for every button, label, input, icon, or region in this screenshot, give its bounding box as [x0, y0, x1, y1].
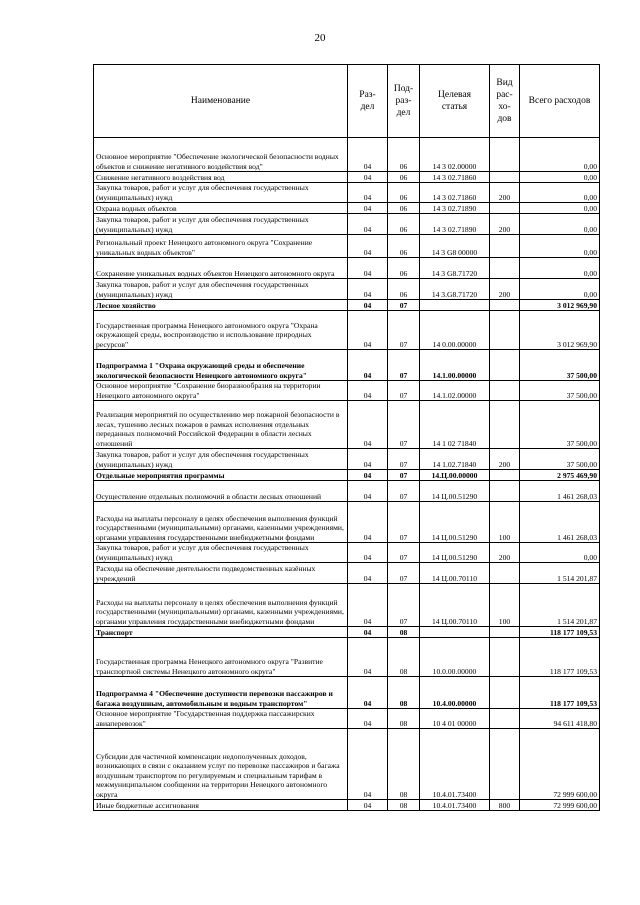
row-name: Отдельные мероприятия программы	[94, 470, 348, 481]
row-name: Расходы на выплаты персоналу в целях обеспечения выполнения функций государственными (муниципальными) органами, казенными учреждениями, органами управления государственными внебюджетными фондами	[94, 502, 348, 543]
table-row	[94, 709, 600, 729]
row-total: 3 012 969,90	[520, 311, 600, 350]
row-subsection: 07	[388, 300, 420, 311]
row-target-article: 10.4.00.00000	[420, 677, 490, 709]
row-subsection: 08	[388, 709, 420, 729]
table-row	[94, 203, 600, 214]
row-section: 04	[348, 350, 388, 381]
row-subsection: 06	[388, 279, 420, 300]
row-section: 04	[348, 729, 388, 800]
row-target-article: 14 0.00.00000	[420, 311, 490, 350]
table-row	[94, 401, 600, 449]
row-name: Расходы на обеспечение деятельности подведомственных казённых учреждений	[94, 563, 348, 584]
header-subsection: Под- раз- дел	[388, 65, 420, 138]
row-name: Государственная программа Ненецкого автономного округа "Развитие транспортной системы Ненецкого автономного округа"	[94, 638, 348, 677]
row-name: Сохранение уникальных водных объектов Ненецкого автономного округа	[94, 258, 348, 279]
row-section: 04	[348, 677, 388, 709]
header-target-article: Целевая статья	[420, 65, 490, 138]
row-section: 04	[348, 470, 388, 481]
row-name: Реализация мероприятий по осуществлению мер пожарной безопасности в лесах, тушению лесных пожаров в рамках исполнения отдельных переданных полномочий Российской Федерации в области лесных отношений	[94, 401, 348, 449]
row-target-article: 14 3 02.71890	[420, 214, 490, 235]
row-subsection: 06	[388, 183, 420, 203]
row-section: 04	[348, 584, 388, 627]
row-name: Государственная программа Ненецкого автономного округа "Охрана окружающей среды, воспроизводство и использование природных ресурсов"	[94, 311, 348, 350]
row-total: 0,00	[520, 138, 600, 172]
row-total: 94 611 418,80	[520, 709, 600, 729]
row-expense-type	[490, 300, 520, 311]
row-name: Основное мероприятие "Обеспечение экологической безопасности водных объектов и снижение негативного воздействия вод"	[94, 138, 348, 172]
row-total: 0,00	[520, 258, 600, 279]
row-section: 04	[348, 311, 388, 350]
header-section: Раз- дел	[348, 65, 388, 138]
row-target-article	[420, 627, 490, 638]
table-row	[94, 183, 600, 203]
row-expense-type: 200	[490, 543, 520, 563]
row-section: 04	[348, 203, 388, 214]
row-total: 0,00	[520, 214, 600, 235]
row-subsection: 08	[388, 627, 420, 638]
row-subsection: 07	[388, 381, 420, 401]
row-total: 1 461 268,03	[520, 481, 600, 502]
row-target-article: 14 1 02 71840	[420, 401, 490, 449]
row-section: 04	[348, 172, 388, 183]
row-name: Основное мероприятие "Государственная поддержка пассажирских авиаперевозок"	[94, 709, 348, 729]
row-subsection: 06	[388, 138, 420, 172]
row-expense-type	[490, 638, 520, 677]
row-section: 04	[348, 279, 388, 300]
table-row	[94, 258, 600, 279]
table-row	[94, 563, 600, 584]
table-row	[94, 235, 600, 258]
budget-table	[93, 64, 600, 811]
row-section: 04	[348, 638, 388, 677]
row-target-article: 10.4.01.73400	[420, 800, 490, 811]
row-expense-type: 200	[490, 214, 520, 235]
table-row	[94, 800, 600, 811]
header-expense-type: Вид рас- хо- дов	[490, 65, 520, 138]
row-section: 04	[348, 543, 388, 563]
row-expense-type: 200	[490, 183, 520, 203]
row-target-article: 14 3 02.71860	[420, 183, 490, 203]
row-subsection: 07	[388, 311, 420, 350]
row-expense-type	[490, 401, 520, 449]
row-target-article: 14 3 02.00000	[420, 138, 490, 172]
row-subsection: 07	[388, 470, 420, 481]
row-target-article: 14.Ц.00.00000	[420, 470, 490, 481]
row-name: Лесное хозяйство	[94, 300, 348, 311]
row-total: 37 500,00	[520, 350, 600, 381]
row-name: Иные бюджетные ассигнования	[94, 800, 348, 811]
row-name: Закупка товаров, работ и услуг для обеспечения государственных (муниципальных) нужд	[94, 449, 348, 470]
row-total: 3 012 969,90	[520, 300, 600, 311]
row-subsection: 08	[388, 800, 420, 811]
row-total: 37 500,00	[520, 401, 600, 449]
table-row	[94, 481, 600, 502]
row-target-article: 14 Ц.00.51290	[420, 543, 490, 563]
row-name: Расходы на выплаты персоналу в целях обеспечения выполнения функций государственными (муниципальными) органами, казенными учреждениями, органами управления государственными внебюджетными фондами	[94, 584, 348, 627]
row-section: 04	[348, 563, 388, 584]
row-expense-type	[490, 203, 520, 214]
row-expense-type	[490, 138, 520, 172]
row-section: 04	[348, 183, 388, 203]
row-expense-type	[490, 470, 520, 481]
row-total: 0,00	[520, 172, 600, 183]
row-expense-type: 100	[490, 584, 520, 627]
table-row	[94, 638, 600, 677]
row-total: 0,00	[520, 203, 600, 214]
row-subsection: 07	[388, 584, 420, 627]
row-name: Охрана водных объектов	[94, 203, 348, 214]
row-total: 2 975 469,90	[520, 470, 600, 481]
row-total: 118 177 109,53	[520, 627, 600, 638]
table-body	[94, 138, 600, 811]
row-subsection: 06	[388, 214, 420, 235]
table-row	[94, 627, 600, 638]
row-total: 72 999 600,00	[520, 729, 600, 800]
row-section: 04	[348, 300, 388, 311]
row-target-article: 10.4.01.73400	[420, 729, 490, 800]
row-target-article: 14.1.00.00000	[420, 350, 490, 381]
row-expense-type	[490, 481, 520, 502]
row-expense-type	[490, 729, 520, 800]
row-total: 1 514 201,87	[520, 584, 600, 627]
row-target-article: 14 3 02.71860	[420, 172, 490, 183]
row-total: 0,00	[520, 279, 600, 300]
row-target-article	[420, 300, 490, 311]
row-name: Снижение негативного воздействия вод	[94, 172, 348, 183]
row-total: 0,00	[520, 235, 600, 258]
row-name: Транспорт	[94, 627, 348, 638]
row-total: 0,00	[520, 183, 600, 203]
row-target-article: 14 3 G8 00000	[420, 235, 490, 258]
table-row	[94, 172, 600, 183]
row-expense-type: 100	[490, 502, 520, 543]
row-expense-type: 200	[490, 449, 520, 470]
row-name: Закупка товаров, работ и услуг для обеспечения государственных (муниципальных) нужд	[94, 543, 348, 563]
table-row	[94, 543, 600, 563]
row-total: 1 514 201,87	[520, 563, 600, 584]
row-section: 04	[348, 381, 388, 401]
row-name: Подпрограмма 1 "Охрана окружающей среды и обеспечение экологической безопасности Ненецкого автономного округа"	[94, 350, 348, 381]
row-section: 04	[348, 627, 388, 638]
table-row	[94, 449, 600, 470]
row-name: Подпрограмма 4 "Обеспечение доступности перевозки пассажиров и багажа воздушным, автомобильным и водным транспортом"	[94, 677, 348, 709]
row-section: 04	[348, 258, 388, 279]
row-subsection: 06	[388, 235, 420, 258]
row-subsection: 07	[388, 350, 420, 381]
row-subsection: 07	[388, 449, 420, 470]
table-row	[94, 311, 600, 350]
row-section: 04	[348, 138, 388, 172]
row-target-article: 14 Ц.00.51290	[420, 502, 490, 543]
row-target-article: 14 3 G8.71720	[420, 258, 490, 279]
row-subsection: 07	[388, 502, 420, 543]
row-name: Закупка товаров, работ и услуг для обеспечения государственных (муниципальных) нужд	[94, 279, 348, 300]
row-target-article: 14 Ц.00.51290	[420, 481, 490, 502]
row-target-article: 14.1.02.00000	[420, 381, 490, 401]
row-name: Основное мероприятие "Сохранение биоразнообразия на территории Ненецкого автономного округа"	[94, 381, 348, 401]
row-expense-type	[490, 258, 520, 279]
row-target-article: 10.0.00.00000	[420, 638, 490, 677]
row-section: 04	[348, 401, 388, 449]
row-total: 37 500,00	[520, 381, 600, 401]
row-subsection: 07	[388, 543, 420, 563]
table-row	[94, 584, 600, 627]
row-target-article: 10 4 01 00000	[420, 709, 490, 729]
table-row	[94, 502, 600, 543]
table-row	[94, 350, 600, 381]
row-section: 04	[348, 709, 388, 729]
row-subsection: 08	[388, 638, 420, 677]
row-subsection: 06	[388, 258, 420, 279]
row-total: 118 177 109,53	[520, 638, 600, 677]
row-target-article: 14 3.G8.71720	[420, 279, 490, 300]
row-name: Закупка товаров, работ и услуг для обеспечения государственных (муниципальных) нужд	[94, 183, 348, 203]
row-expense-type	[490, 350, 520, 381]
row-total: 118 177 109,53	[520, 677, 600, 709]
row-total: 72 999 600,00	[520, 800, 600, 811]
table-row	[94, 279, 600, 300]
row-subsection: 07	[388, 481, 420, 502]
row-total: 0,00	[520, 543, 600, 563]
table-row	[94, 470, 600, 481]
row-subsection: 06	[388, 203, 420, 214]
row-name: Осуществление отдельных полномочий в области лесных отношений	[94, 481, 348, 502]
row-expense-type	[490, 709, 520, 729]
row-subsection: 08	[388, 729, 420, 800]
row-expense-type	[490, 677, 520, 709]
row-expense-type	[490, 627, 520, 638]
row-expense-type	[490, 311, 520, 350]
row-name: Региональный проект Ненецкого автономного округа "Сохранение уникальных водных объектов"	[94, 235, 348, 258]
row-section: 04	[348, 235, 388, 258]
row-expense-type: 200	[490, 279, 520, 300]
row-name: Субсидии для частичной компенсации недополученных доходов, возникающих в связи с оказанием услуг по перевозке пассажиров и багажа воздушным транспортом по регулируемым и специальным тарифам в межмуниципальном сообщении на территории Ненецкого автономного округа	[94, 729, 348, 800]
row-section: 04	[348, 800, 388, 811]
row-total: 37 500,00	[520, 449, 600, 470]
table-row	[94, 381, 600, 401]
row-total: 1 461 268,03	[520, 502, 600, 543]
row-subsection: 06	[388, 172, 420, 183]
row-subsection: 08	[388, 677, 420, 709]
table-header-row	[94, 65, 600, 138]
table-row	[94, 138, 600, 172]
table-row	[94, 214, 600, 235]
row-subsection: 07	[388, 401, 420, 449]
row-expense-type	[490, 172, 520, 183]
row-target-article: 14 1.02.71840	[420, 449, 490, 470]
table-row	[94, 729, 600, 800]
row-expense-type	[490, 381, 520, 401]
row-expense-type: 800	[490, 800, 520, 811]
table-row	[94, 300, 600, 311]
header-total-expenses: Всего расходов	[520, 65, 600, 138]
row-target-article: 14 Ц.00.70110	[420, 584, 490, 627]
row-target-article: 14 3 02.71890	[420, 203, 490, 214]
row-section: 04	[348, 214, 388, 235]
row-subsection: 07	[388, 563, 420, 584]
row-section: 04	[348, 481, 388, 502]
row-expense-type	[490, 235, 520, 258]
row-expense-type	[490, 563, 520, 584]
header-name: Наименование	[94, 65, 348, 138]
row-target-article: 14 Ц.00.70110	[420, 563, 490, 584]
row-section: 04	[348, 449, 388, 470]
row-section: 04	[348, 502, 388, 543]
row-name: Закупка товаров, работ и услуг для обеспечения государственных (муниципальных) нужд	[94, 214, 348, 235]
table-row	[94, 677, 600, 709]
page-number: 20	[314, 32, 326, 44]
